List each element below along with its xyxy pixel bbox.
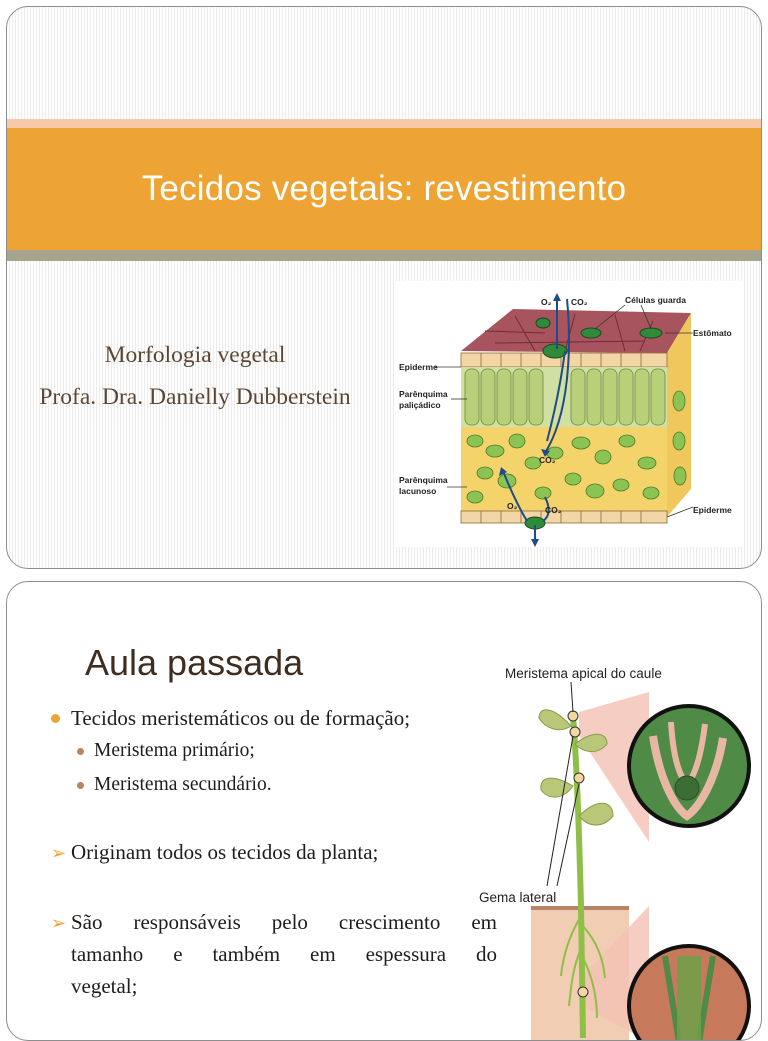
arrow-bullet-icon: ➢ [51,913,67,933]
top-accent-stripe [7,119,761,128]
label-epiderme-top: Epiderme [399,362,438,372]
bottom-accent-stripe [7,250,761,261]
meristem-plant-illustration [473,666,762,1041]
title-band [7,128,761,250]
label-o2-top: O₂ [541,297,552,307]
sub-bullet-item [51,734,497,768]
bullet-continuation [51,970,497,1002]
bullet-text-line: São responsáveis pelo crescimento em [71,910,497,934]
label-meristema-apical: Meristema apical do caule [505,666,662,681]
leaf [541,778,573,797]
leaf [579,803,613,825]
label-co2-top: CO₂ [571,297,588,307]
lateral-bud [570,727,580,737]
apical-meristem-detail [629,706,749,826]
sub-bullet-dot-icon [77,782,84,789]
arrow-bullet-item [51,836,497,868]
label-parenquima-lacunoso-1: Parênquima [399,475,448,485]
label-parenquima-palicadico-1: Parênquima [399,389,448,399]
label-co2-mid: CO₂ [539,455,556,465]
sub-bullet-item [51,768,497,802]
stoma-top-right [640,328,662,338]
bullet-text: Tecidos meristemáticos ou de formação; [71,706,411,730]
label-parenquima-palicadico-2: paliçádico [399,400,441,410]
leaf [539,710,571,730]
bullet-dot-icon [51,714,60,723]
bullet-text-line: tamanho e também em espessura do [71,942,497,966]
professor-name: Profa. Dra. Danielly Dubberstein [39,384,351,410]
stoma-top-back [536,318,550,328]
bullet-list [51,702,497,1002]
label-parenquima-lacunoso-2: lacunoso [399,486,437,496]
slide-title-text: Tecidos vegetais: revestimento [141,169,627,208]
label-estomato: Estômato [693,328,732,338]
lateral-bud [574,773,584,783]
spongy-parenchyma [461,427,667,511]
label-celulas-guarda: Células guarda [625,295,686,305]
label-epiderme-bottom: Epiderme [693,505,732,515]
sub-bullet-dot-icon [77,748,84,755]
sub-bullet-text: Meristema secundário. [94,774,272,795]
sub-bullet-text: Meristema primário; [94,740,255,761]
slide2-title: Aula passada [85,642,304,683]
bullet-continuation [51,938,497,970]
stoma-top-middle [581,328,601,338]
slide-title [6,6,762,569]
root-tip [578,987,588,997]
subtitle-block [7,334,383,418]
lower-epidermis [461,511,667,523]
leaf-cross-section-diagram [395,281,743,547]
slide-aula-passada [6,581,762,1041]
course-name: Morfologia vegetal [104,342,286,368]
bullet-text-line: vegetal; [71,974,138,998]
label-co2-bottom: CO₂ [545,505,562,515]
label-o2-bottom: O₂ [507,501,518,511]
arrow-bullet-item [51,906,497,938]
apical-bud [568,711,578,721]
label-gema-lateral: Gema lateral [479,890,557,905]
bullet-text: Originam todos os tecidos da planta; [71,840,379,864]
bullet-item [51,702,497,734]
arrow-bullet-icon: ➢ [51,843,67,863]
